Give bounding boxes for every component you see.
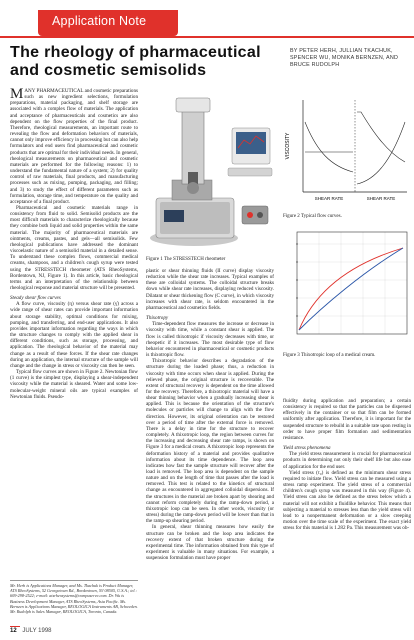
subheading: Yield stress phenomena — [283, 445, 331, 452]
figure-3-caption: Figure 3 Thixotropic loop of a medical cream. — [283, 353, 376, 358]
paragraph: Typical flow curves are shown in Figure 2. Newtonian flow (1 curve) is the simplest type, displaying a shear-independent viscosity while the material is sheared. Water and some low-molecular-weight mineral oils are typical examples of Newtonian fluids. Pseudo- — [10, 369, 138, 400]
header-banner — [0, 0, 414, 36]
plastic-curve — [357, 112, 405, 162]
author-footnote: Mr. Herh is Applications Manager, and Ms. Tkachuk is Product Manager, ATS RheoSystems, 52 Georgetown Rd., Bordentown, NJ 08505, U.S.A.; tel.: 609-298-2522; e-mail: atsrheosystems@compuserve.com. Dr. Wu is Business Development Manager, ATS RheoSystems, Asia Pacific. Ms. Bernzen is Applications Manager, REOLOGICA Instruments AB, Schweden. Mr. Rudolph is Sales Manager, REOLOGICA, Toronto, Canada. — [10, 580, 138, 614]
paragraph: The yield stress measurement is crucial for pharmaceutical products in determining not only their shelf life but also ease of application for the end user. — [283, 451, 411, 470]
paragraph: plastic or shear thinning fluids (II curve) display viscosity reduction while the shear rate increases. Typical examples of these are colloidal systems. The colloidal structure breaks down while shear rate increases, displaying reduced viscosity. Dilatant or shear thickening flow (C curve), in which viscosity increases with shear rate, is seldom encountered in the pharmaceutical and cosmetics fields. — [146, 268, 274, 311]
body-column-3 — [283, 398, 411, 531]
figure-2-caption: Figure 2 Typical flow curves. — [283, 214, 342, 219]
thixotropic-loop-figure — [283, 226, 411, 350]
drop-cap: M — [10, 86, 24, 102]
paragraph: A flow curve, viscosity (η) versus shear rate (γ̇) across a wide range of shear rates can provide important information about storage stability, optimal conditions for mixing, pumping, and transferring, and end-user applications. It also provides important information regarding the ways in which the structure changes to comply with the applied shear in different conditions, such as storage, processing, and application. The rheological behavior of the material may change as a result of these forces. If the shear rate changes during an application, the internal structure of the sample will change and the change in stress or viscosity can then be seen. — [10, 301, 138, 369]
section-label: Application Note — [52, 14, 147, 28]
page-number: 12 — [10, 628, 17, 634]
body-column-2 — [146, 268, 274, 561]
subheading: Thixotropy — [146, 315, 169, 322]
flow-curves-figure — [283, 92, 411, 210]
body-column-1 — [10, 88, 138, 400]
paragraph: Yield stress (τ₀) is defined as the minimum shear stress required to initiate flow. Yield stress can be measured using a stress ramp experiment. The yield stress of a commercial children's cough syrup was measured in this way (Figure 4). Yield stress can also be defined as the stress below which a material will not exhibit a fluidlike behavior. This means that subjecting a material to stresses less than the yield stress will lead to a nonpermanent deformation or a slow creeping motion over the time scale of the experiment. The exact yield stress for this material is 1.282 Pa. This measurement was ob- — [283, 469, 411, 532]
article-title: The rheology of pharmaceutical and cosmetic semisolids — [10, 44, 261, 79]
y-axis-label: VISCOSITY — [285, 132, 291, 160]
paragraph: In general, shear thinning measures how easily the structure can be broken and the loop area indicates the recovery extent of that broken structure during the experimental time. The information obtained from this type of experiment is valuable in many situations. For example, a suspension formulation must have proper — [146, 524, 274, 562]
issue-date: JULY 1998 — [22, 628, 52, 634]
intro-paragraph: MANY PHARMACEUTICAL and cosmetic preparations such as new ingredient selections, formulation preparations, material packaging, and shelf storage are associated with a complex flow of materials. The application and acceptance of pharmaceuticals and cosmetics are also dependent on the flow properties of the final product. Therefore, rheological measurements, an important route to revealing the flow and deformation behaviors of materials, cannot only improve efficiency in processing but can also help formulators and end users find pharmaceutical and cosmetic products that are optimal for their individual needs. In general, rheological measurements on pharmaceutical and cosmetic materials are performed for the following reasons: 1) to understand the fundamental nature of a system; 2) for quality control of raw materials, final products, and manufacturing processes such as mixing, pumping, packaging, and filling; and 3) to study the effect of different parameters such as formulation, storage time, and temperature on the quality and acceptance of a final product. — [10, 86, 138, 205]
paragraph: Time-dependent flow measures the increase or decrease in viscosity with time, while a constant shear is applied. The flow is called thixotropic if viscosity decreases with time, or rheopetic if it increases. The most desirable type of flow behavior encountered in pharmaceutical or cosmetic products is thixotropic flow. — [146, 321, 274, 359]
footer-rule — [10, 626, 20, 627]
figure-1-caption: Figure 1 The STRESSTECH rheometer — [146, 257, 226, 262]
paragraph: Thixotropic behavior describes a degradation of the structure during the loaded phase; thus, a reduction in viscosity with time occurs when shear is applied. During the relieved phase, the original structure is recoverable. The extent of structural recovery is dependent on the time allowed for the recovery. Therefore, a thixotropic material will have a shear thinning behavior when a gradually increasing shear is applied. This is because the orientation of the structure's molecules or particles will change to align with the flow direction. However, its original orientation can be restored over a period of time after the external force is removed. There is a delay in time for the structure to recover completely. A thixotropic loop, the region between curves for the increasing and decreasing shear rate ramps, is shown on Figure 3 for a medical cream. A thixotropic loop represents the deformation history of a material and provides qualitative information about its time dependence. The loop area indicates how fast the sample structure will recover after the load is removed. The loop area is dependent on the sample nature and on the length of time that passes after the load is removed. This test is related to the kinetics of structural change as encountered in aggregated colloidal dispersions. If the structures in the material are broken apart by shearing and cannot reform completely during the ramp-down period, a thixotropic loop can be seen. In other words, viscosity (or stress) during the ramp-down period will be lower than that in the ramp-up shearing period. — [146, 358, 275, 525]
page-footer — [10, 628, 52, 634]
subheading: Steady shear flow curves — [10, 295, 61, 302]
article-authors: BY PETER HERH, JULLIAN TKACHUK, SPENCER WU, MONIKA BERNZEN, AND BRUCE RUDOLPH — [290, 48, 399, 68]
shear-thinning-curve — [305, 122, 353, 172]
rheometer-photo — [146, 88, 274, 253]
header-rule — [0, 36, 414, 38]
paragraph: Pharmaceutical and cosmetic materials range in consistency from fluid to solid. Semisolid products are the most difficult materials to characterize rheologically because they combine both liquid and solid properties within the same material. The majority of pharmaceutical materials are ointments, creams, pastes, and gels—all semisolids. Few rheological publications have addressed the dominant viscoelastic nature of a semisolid material in a detailed sense. To understand these complex flows, commercial medical creams, shampoos, and a children's cough syrup were tested using the STRESSTECH rheometer (ATS RheoSystems, Bordentown, NJ, Figure 1). In this article, basic rheological terms and an interpretation of the relationship between rheological response and material structure will be presented. — [10, 204, 138, 291]
x-axis-label-right: SHEAR RATE — [366, 196, 396, 201]
x-axis-label-left: SHEAR RATE — [314, 196, 344, 201]
shear-thickening-curve — [357, 122, 405, 184]
paragraph: fluidity during application and preparation; a certain consistency is required so that the particles can be dispersed effectively in the container or so that film can be formed uniformly after application. Therefore, it is important for the suspended structure to rebuild in a suitable rate upon resting in order to have proper film formation and sedimentation resistance. — [283, 398, 411, 441]
